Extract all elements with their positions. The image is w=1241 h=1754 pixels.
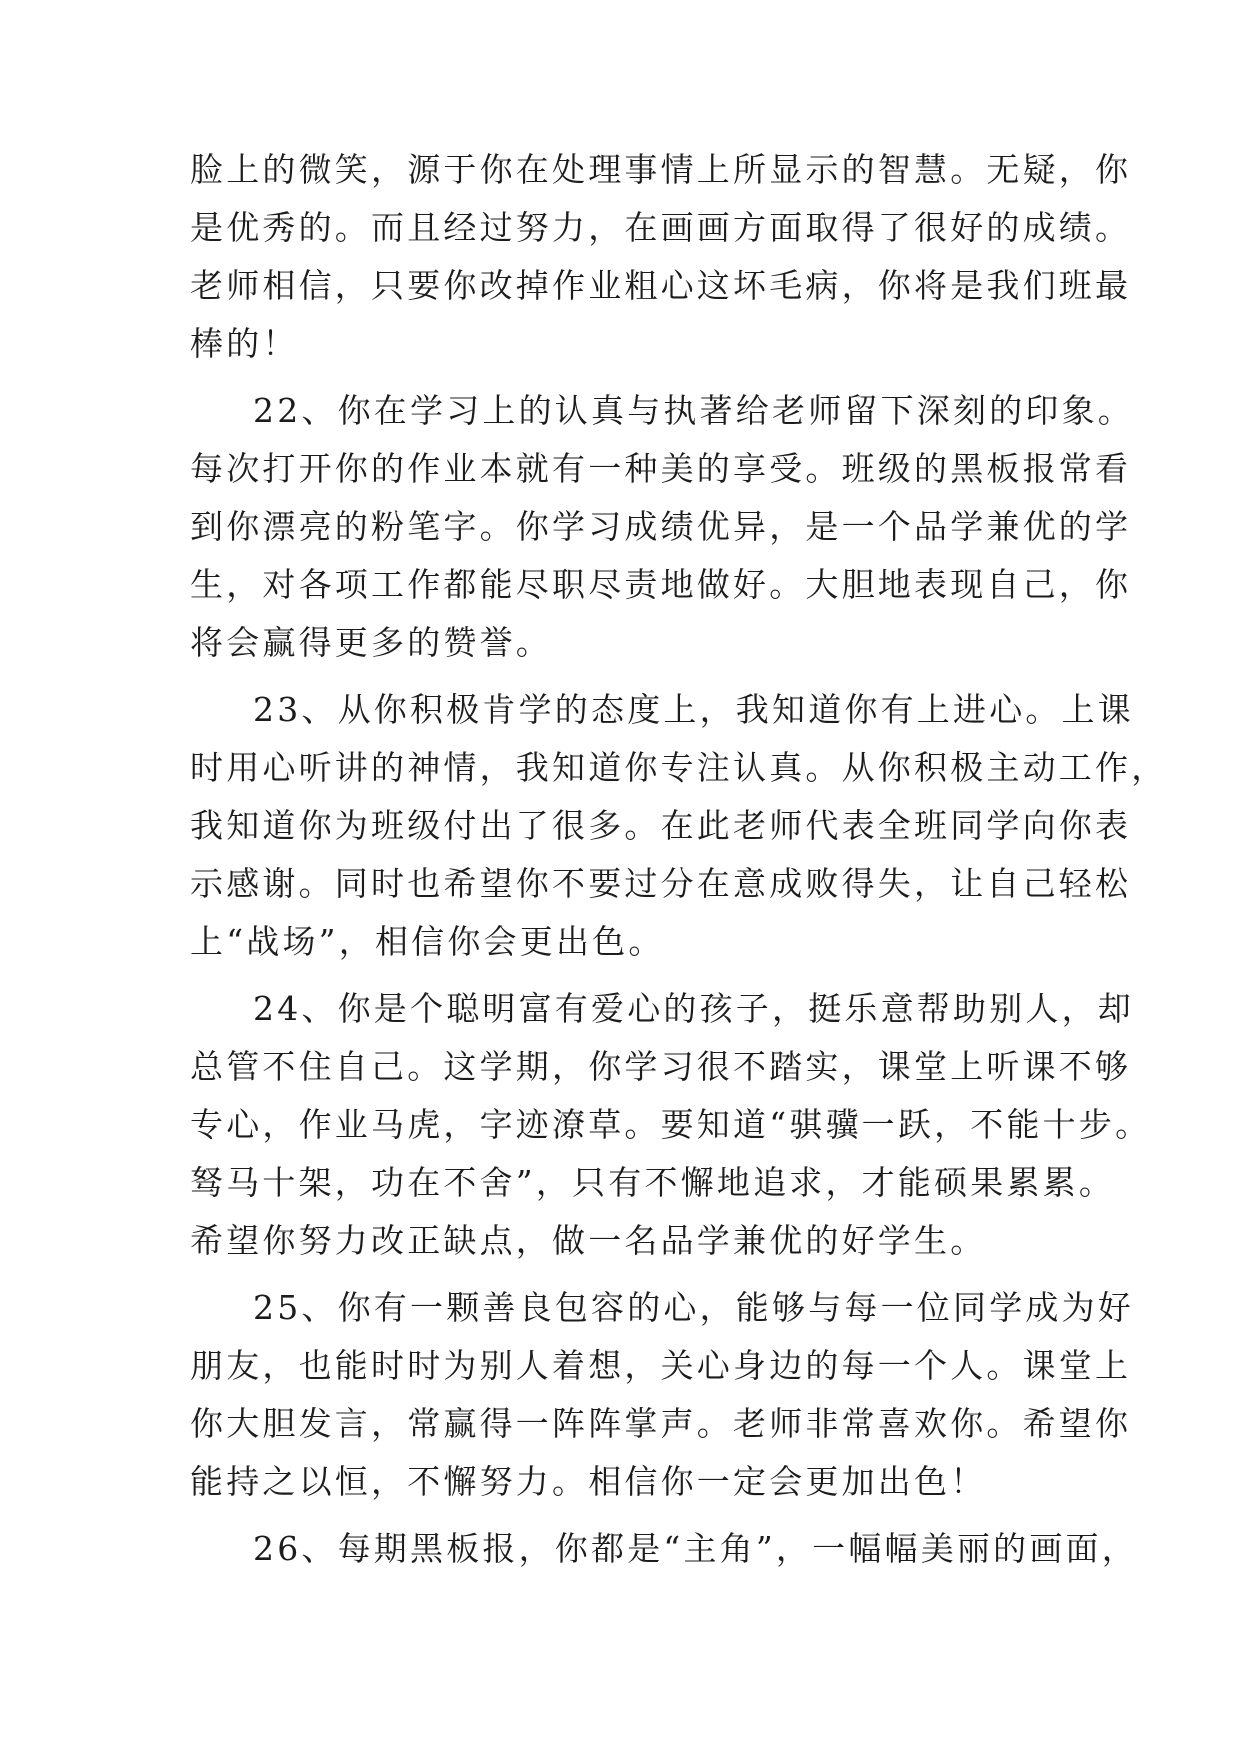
text-line: 朋友，也能时时为别人着想，关心身边的每一个人。课堂上 (190, 1346, 1132, 1385)
text-line: 希望你努力改正缺点，做一名品学兼优的好学生。 (190, 1221, 987, 1260)
text-line: 到你漂亮的粉笔字。你学习成绩优异，是一个品学兼优的学 (190, 507, 1132, 546)
text-line: 时用心听讲的神情，我知道你专注认真。从你积极主动工作， (190, 748, 1168, 787)
text-line: 棒的！ (190, 324, 299, 363)
text-line: 示感谢。同时也希望你不要过分在意成败得失，让自己轻松 (190, 864, 1132, 903)
text-line: 22、你在学习上的认真与执著给老师留下深刻的印象。 (253, 391, 1134, 430)
text-line: 驽马十架，功在不舍”，只有不懈地追求，才能硕果累累。 (190, 1163, 1116, 1202)
text-line: 23、从你积极肯学的态度上，我知道你有上进心。上课 (253, 690, 1134, 729)
text-line: 25、你有一颗善良包容的心，能够与每一位同学成为好 (253, 1288, 1134, 1327)
text-line: 能持之以恒，不懈努力。相信你一定会更加出色！ (190, 1462, 987, 1501)
text-line: 专心，作业马虎，字迹潦草。要知道“骐骥一跃，不能十步。 (190, 1105, 1152, 1144)
text-line: 是优秀的。而且经过努力，在画画方面取得了很好的成绩。 (190, 208, 1132, 247)
text-line: 你大胆发言，常赢得一阵阵掌声。老师非常喜欢你。希望你 (190, 1404, 1132, 1443)
text-line: 26、每期黑板报，你都是“主角”，一幅幅美丽的画面， (253, 1529, 1138, 1568)
text-line: 24、你是个聪明富有爱心的孩子，挺乐意帮助别人，却 (253, 989, 1134, 1028)
text-line: 脸上的微笑，源于你在处理事情上所显示的智慧。无疑，你 (190, 150, 1132, 189)
text-line: 将会赢得更多的赞誉。 (190, 623, 552, 662)
text-line: 每次打开你的作业本就有一种美的享受。班级的黑板报常看 (190, 449, 1132, 488)
text-line: 总管不住自己。这学期，你学习很不踏实，课堂上听课不够 (190, 1047, 1132, 1086)
text-line: 老师相信，只要你改掉作业粗心这坏毛病，你将是我们班最 (190, 266, 1132, 305)
text-line: 上“战场”，相信你会更出色。 (190, 922, 665, 961)
text-line: 生，对各项工作都能尽职尽责地做好。大胆地表现自己，你 (190, 565, 1132, 604)
text-line: 我知道你为班级付出了很多。在此老师代表全班同学向你表 (190, 806, 1132, 845)
